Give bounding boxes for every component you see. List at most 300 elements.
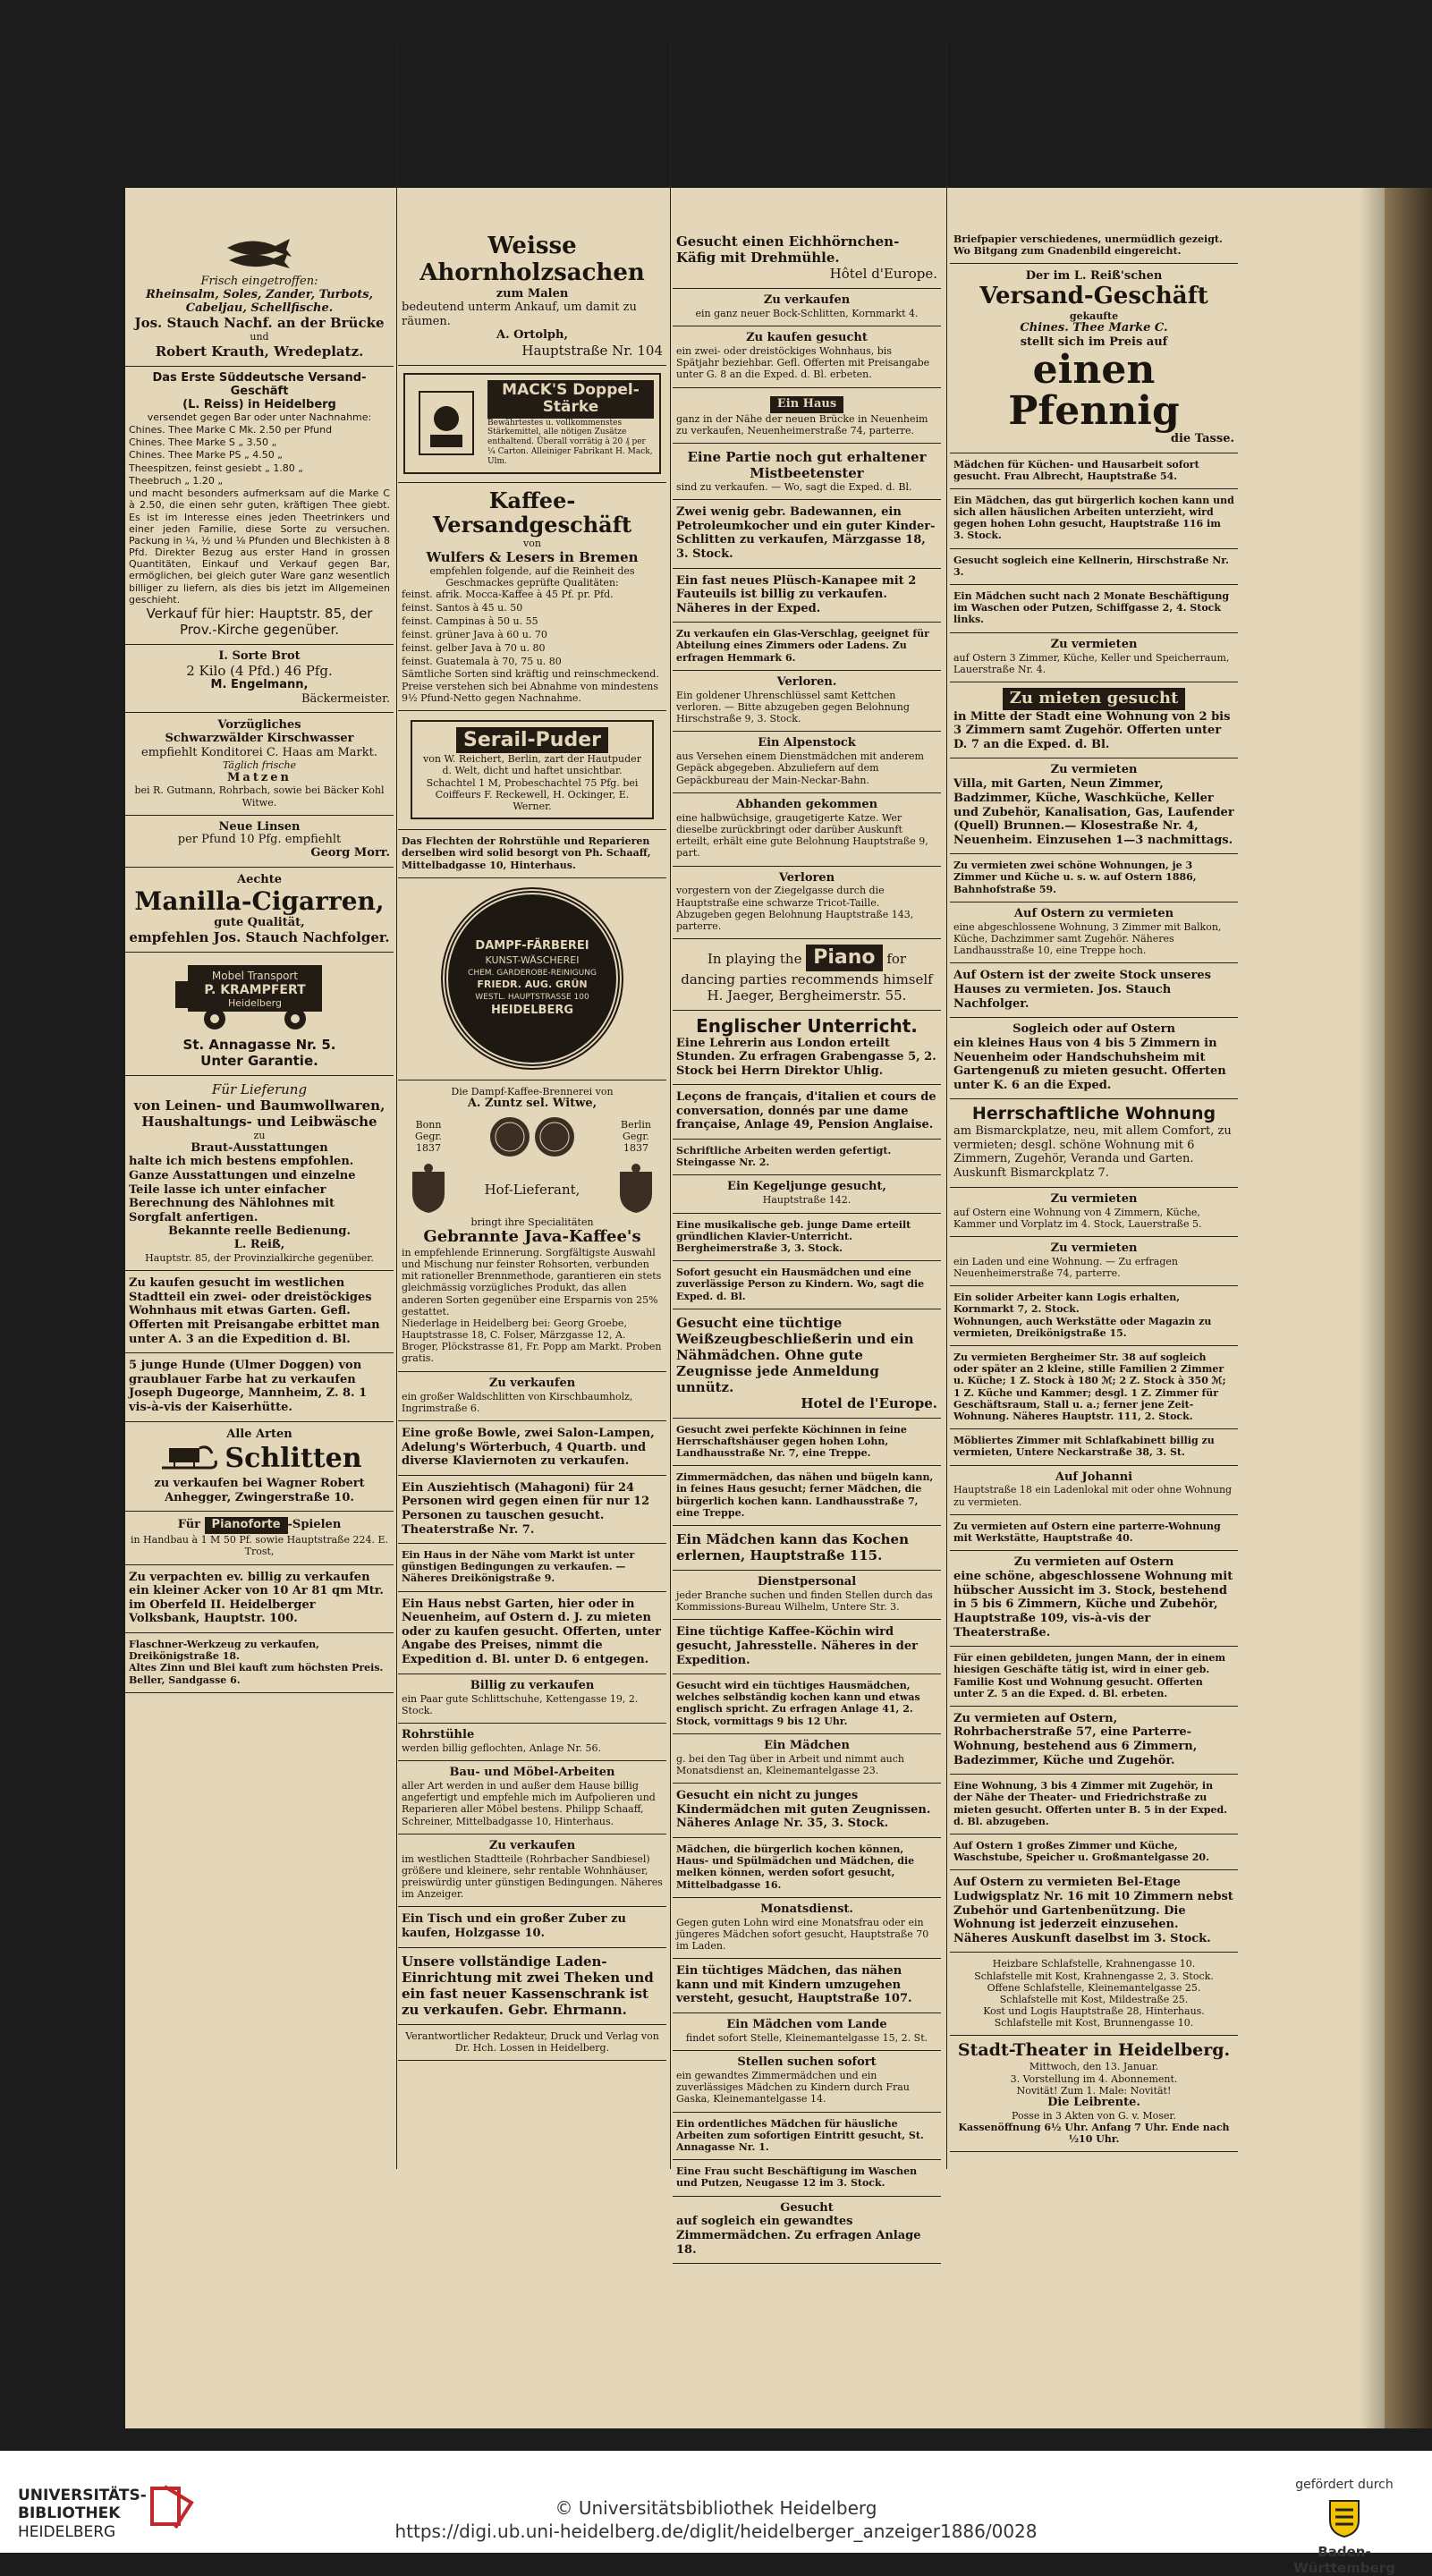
- two-flats-text: Zu vermieten zwei schöne Wohnungen, je 3 Zimmer und Küche u. s. w. auf Ostern 1886, Bahnhofstraße 59.: [953, 860, 1197, 895]
- alpenstock-heading: Ein Alpenstock: [758, 736, 856, 750]
- rent-4-rooms-heading: Zu vermieten: [1050, 1191, 1138, 1206]
- column-2: [398, 228, 666, 2357]
- roastery-hof: Hof-Lieferant,: [484, 1181, 580, 1198]
- letter-paper-text: Briefpapier verschiedenes, unermüdlich gezeigt. Wo Bitgang zum Gnadenbild eingereicht.: [953, 233, 1223, 258]
- housemaid-text: Sofort gesucht ein Hausmädchen und eine zuverlässige Person zu Kindern. Wo, sagt die Exped. d. Bl.: [676, 1267, 925, 1302]
- starch-ad: [398, 366, 666, 483]
- writing-work-text: Schriftliche Arbeiten werden gefertigt. Steingasse Nr. 2.: [676, 1145, 892, 1169]
- bread-ad: [125, 645, 394, 713]
- pinboy-heading: Ein Kegeljunge gesucht,: [727, 1180, 886, 1194]
- rent-4-rooms-ad: [950, 1188, 1238, 1237]
- furnished-room-text: Möbliertes Zimmer mit Schlafkabinett billig zu vermieten, Untere Neckarstraße 38, 3. St.: [953, 1435, 1215, 1459]
- monthly-service-heading: Monatsdienst.: [760, 1902, 853, 1916]
- easter-flat-body: eine abgeschlossene Wohnung, 3 Zimmer mit Balkon, Küche, Dachzimmer samt Zugehör. Näheres Landhausstraße 10, eine Treppe hoch.: [953, 920, 1222, 957]
- coat-of-arms-icon: [402, 1163, 455, 1216]
- imprint: [398, 2025, 666, 2061]
- lost-blouse-ad: [673, 867, 941, 940]
- cigar-pre: Aechte: [236, 872, 282, 886]
- rent-shop-body: ein Laden und eine Wohnung. — Zu erfragen Neuenheimerstraße 74, parterre.: [953, 1255, 1178, 1280]
- sleeping-place-item: Offene Schlafstelle, Kleinemantelgasse 25.: [987, 1981, 1201, 1994]
- kitchen-staff-text: Mädchen, die bürgerlich kochen können, Haus- und Spülmädchen und Mädchen, die melken können, werden sofort gesucht, Mittelbadgasse 16.: [676, 1843, 915, 1891]
- house-neuenheim-heading: Ein Haus: [770, 396, 843, 413]
- roastery-city-1: Bonn Gegr. 1837: [415, 1119, 442, 1155]
- column-4: [950, 228, 1238, 2357]
- lost-cat-heading: Abhanden gekommen: [735, 797, 878, 811]
- tea-intro: versendet gegen Bar oder unter Nachnahme:: [147, 411, 372, 424]
- bread-baker: M. Engelmann,: [210, 677, 309, 691]
- bowl-text: Eine große Bowle, zwei Salon-Lampen, Adelung's Wörterbuch, 4 Quartb. und diverse Klaviernoten zu verkaufen.: [402, 1426, 655, 1469]
- lost-cat-body: eine halbwüchsige, graugetigerte Katze. Wer dieselbe zurückbringt oder darüber Auskunft erteilt, erhält eine gute Belohnung Hauptstraße 9, part.: [676, 811, 928, 860]
- houses-sale-ad: [398, 1835, 666, 1908]
- lost-key-ad: [673, 671, 941, 733]
- sale-sleigh-ad: [398, 1372, 666, 1421]
- lost-key-heading: Verloren.: [776, 674, 837, 689]
- seal-line: HEIDELBERG: [490, 1003, 574, 1017]
- reiss-heading: Versand-Geschäft: [979, 282, 1208, 309]
- roastery-pre: Die Dampf-Kaffee-Brennerei von: [451, 1085, 614, 1097]
- bel-etage-ad: [950, 1870, 1238, 1953]
- hotbed-ad: [673, 444, 941, 500]
- sale-body: ein großer Waldschlitten von Kirschbaumholz, Ingrimstraße 6.: [402, 1390, 633, 1414]
- squirrel-cage-place: Hôtel d'Europe.: [829, 266, 937, 282]
- monthly-service-ad: [673, 1898, 941, 1960]
- house-market-text: Ein Haus in der Nähe vom Markt ist unter günstigen Bedingungen zu verkaufen. — Näheres Dreikönigstraße 9.: [402, 1549, 635, 1585]
- washer-woman-ad: [673, 2160, 941, 2196]
- nanny-ad: [673, 1784, 941, 1838]
- heated-sleeping-text: Heizbare Schlafstelle, Krahnengasse 10.: [992, 1958, 1196, 1970]
- view-flat-ad: [950, 1551, 1238, 1647]
- english-maid-text: Gesucht wird ein tüchtiges Hausmädchen, welches selbständig kochen kann und etwas englisch spricht. Zu erfragen Anlage 41, 2. Stock, vormittags 9 bis 12 Uhr.: [676, 1680, 920, 1727]
- tea-item: Theespitzen, feinst gesiebt „ 1.80 „: [129, 462, 304, 474]
- theater-performance: 3. Vorstellung im 4. Abonnement.: [1010, 2072, 1178, 2085]
- staff-body: jeder Branche suchen und finden Stellen durch das Kommissions-Bureau Wilhelm, Untere Str. 3.: [676, 1589, 933, 1614]
- piano-player-body: dancing parties recommends himself: [681, 970, 933, 987]
- fish-shop-2: Robert Krauth, Wredeplatz.: [155, 343, 364, 360]
- french-lessons-ad: [673, 1085, 941, 1140]
- chair-repair-ad: [398, 830, 666, 878]
- johanni-heading: Auf Johanni: [1055, 1470, 1133, 1484]
- coffee-item: feinst. grüner Java à 60 u. 70: [402, 628, 547, 640]
- rent-3-rooms-ad: [950, 633, 1238, 682]
- fish-icon: [224, 237, 295, 269]
- second-floor-ad: [950, 963, 1238, 1018]
- roastery-city-2: Berlin Gegr. 1837: [621, 1119, 651, 1155]
- coat-of-arms-icon: [609, 1163, 663, 1216]
- theater-ad: [950, 2036, 1238, 2152]
- country-girl-heading: Ein Mädchen vom Lande: [726, 2017, 887, 2031]
- sleigh-pre: Alle Arten: [226, 1427, 292, 1441]
- coffee-item: feinst. Santos à 45 u. 50: [402, 602, 523, 614]
- board-ad: [950, 1647, 1238, 1707]
- pinboy-ad: [673, 1175, 941, 1213]
- washer-woman-text: Eine Frau sucht Beschäftigung im Waschen und Putzen, Neugasse 12 im 3. Stock.: [676, 2165, 918, 2190]
- house-garden-text: Ein Haus nebst Garten, hier oder in Neuenheim, auf Ostern d. J. zu mieten oder zu kaufen gesucht. Offerten, unter Angabe des Preises, nimmt die Expedition d. Bl. unter D. 6 entgegen.: [402, 1597, 661, 1667]
- french-lessons-text: Leçons de français, d'italien et cours de conversation, donnés par une dame française, Anlage 49, Pension Anglaise.: [676, 1090, 936, 1132]
- kitchen-maid-text: Mädchen für Küchen- und Hausarbeit sofort gesucht. Frau Albrecht, Hauptstraße 54.: [953, 458, 1199, 482]
- sofa-text: Ein fast neues Plüsch-Kanapee mit 2 Fauteuils ist billig zu verkaufen. Näheres in der Exped.: [676, 573, 917, 615]
- squirrel-cage-ad: [673, 228, 941, 289]
- bread-price: 2 Kilo (4 Pfd.) 46 Pfg.: [186, 662, 333, 679]
- cigar-ad: [125, 868, 394, 953]
- lost-blouse-body: vorgestern von der Ziegelgasse durch die Hauptstraße eine schwarze Tricot-Taille. Abzugeben gegen Belohnung Hauptstraße 143, parterre.: [676, 885, 914, 933]
- tools-ad: [125, 1633, 394, 1693]
- dye-works-seal: [443, 889, 622, 1068]
- tub-ad: [398, 1907, 666, 1947]
- view-flat-body: eine schöne, abgeschlossene Wohnung mit hübscher Aussicht im 3. Stock, bestehend in 5 bis 6 Zimmern, Küche und Zubehör, Hauptstraße 109, vis-à-vis der Theaterstraße.: [953, 1570, 1233, 1640]
- column-rule: [396, 40, 397, 2169]
- maple-ad: [398, 228, 666, 366]
- tin-text: Altes Zinn und Blei kauft zum höchsten Preis. Beller, Sandgasse 6.: [129, 1662, 384, 1686]
- field-lease-ad: [125, 1565, 394, 1633]
- reiss-big: einen Pfennig: [1008, 346, 1180, 434]
- sleeping-place-item: Schlafstelle mit Kost, Brunnengasse 10.: [994, 2017, 1194, 2029]
- sofa-ad: [673, 569, 941, 623]
- van-label-3: Heidelberg: [228, 997, 282, 1010]
- seal-line: DAMPF-FÄRBEREI: [475, 939, 589, 953]
- job-seekers-ad: [673, 2051, 941, 2113]
- skates-heading: Billig zu verkaufen: [470, 1678, 595, 1692]
- theater-novelty: Novität! Zum 1. Male: Novität!: [1016, 2084, 1172, 2097]
- shop-fittings-ad: [398, 1948, 666, 2025]
- house-buy-body: ein zwei- oder dreistöckiges Wohnhaus, bis Spätjahr beziehbar. Gefl. Offerten mit Preisangabe unter G. 8 an die Exped. d. Bl. erbeten.: [676, 345, 930, 381]
- reiss-cost: stellt sich im Preis auf: [1020, 335, 1168, 349]
- tea-ad: [125, 367, 394, 645]
- easter-flat-ad: [950, 902, 1238, 964]
- johanni-ad: [950, 1466, 1238, 1515]
- maple-heading: Weisse Ahornholzsachen: [419, 233, 645, 286]
- glass-ad: [673, 623, 941, 671]
- fish-intro: Frisch eingetroffen:: [200, 275, 318, 288]
- orderly-girl-ad: [673, 2113, 941, 2161]
- sleigh-body: zu verkaufen bei Wagner Robert Anhegger, Zwingerstraße 10.: [154, 1477, 365, 1504]
- starch-heading: MACK'S Doppel-Stärke: [487, 380, 654, 419]
- coffee-price-list: [402, 589, 663, 668]
- wanted-chambermaid-heading: Gesucht: [780, 2200, 834, 2215]
- coffee-cook-ad: [673, 1620, 941, 1674]
- linsen-heading: Neue Linsen: [218, 819, 301, 834]
- fish-ad: [125, 228, 394, 367]
- cane-chairs-ad: [398, 1724, 666, 1761]
- roastery-ad: [398, 1080, 666, 1372]
- seal-line: FRIEDR. AUG. GRÜN: [477, 978, 588, 990]
- funding-logo[interactable]: [1268, 2478, 1420, 2576]
- house-buy-heading: Zu kaufen gesucht: [746, 331, 868, 345]
- permalink[interactable]: https://digi.ub.uni-heidelberg.de/diglit/heidelberger_anzeiger1886/0028: [394, 2521, 1038, 2542]
- reiss-pre: Der im L. Reiß'schen: [1025, 269, 1163, 284]
- rent-shop-heading: Zu vermieten: [1050, 1241, 1138, 1255]
- day-girl-body: g. bei den Tag über in Arbeit und nimmt auch Monatsdienst an, Kleinemantelgasse 23.: [676, 1752, 904, 1776]
- next-page-edge: [1385, 188, 1432, 2428]
- cooking-girl-text: Ein Mädchen kann das Kochen erlernen, Hauptstraße 115.: [676, 1531, 910, 1564]
- house-buy-ad: [673, 326, 941, 388]
- bock-sleigh-heading: Zu verkaufen: [763, 293, 851, 307]
- cooking-girl-ad: [673, 1526, 941, 1571]
- wanted-chambermaid-body: auf sogleich ein gewandtes Zimmermädchen. Zu erfragen Anlage 18.: [676, 2215, 921, 2257]
- dye-works-ad: [398, 878, 666, 1080]
- furniture-body: aller Art werden in und außer dem Hause billig angefertigt und empfehle mich im Aufpolieren und Reparieren aller Möbel bestens. Philipp Schaaff, Schreiner, Mittelbadgasse 10, Hinterhaus.: [402, 1780, 656, 1827]
- letter-paper-ad: [950, 228, 1238, 264]
- bread-heading: I. Sorte Brot: [218, 649, 301, 664]
- house-garden-ad: [398, 1592, 666, 1674]
- piano-teacher-ad: [673, 1214, 941, 1262]
- trousseau-ad: [125, 1076, 394, 1271]
- cigar-quality: gute Qualität,: [214, 915, 305, 929]
- bergheimer-text: Zu vermieten Bergheimer Str. 38 auf sogleich oder später an 2 kleine, stille Familien 2 Zimmer u. Küche; 1 Z. Stock à 180 ℳ; 2 Z. Stock à 350 ℳ; 1 Z. Küche und Kammer; desgl. 1 Z. Zimmer für Geschäftsraum, Stall u. a.; ferner jene Zeit-Wohnung. Näheres Hauptstr. 111, 2. Stock.: [953, 1352, 1226, 1422]
- staff-heading: Dienstpersonal: [757, 1575, 857, 1589]
- theater-genre: Posse in 3 Akten von G. v. Moser.: [1012, 2109, 1176, 2122]
- powder-ad: [398, 711, 666, 830]
- tub-text: Ein Tisch und ein großer Zuber zu kaufen, Holzgasse 10.: [402, 1912, 626, 1941]
- houses-sale-body: im westlichen Stadtteile (Rohrbacher Sandbiesel) größere und kleinere, sehr rentable Wohnhäuser, preiswürdig unter günstigen Bedingungen. Näheres im Anzeiger.: [402, 1852, 663, 1901]
- piano-word: Pianoforte: [205, 1517, 288, 1534]
- dogs-text: 5 junge Hunde (Ulmer Doggen) von graublauer Farbe hat zu verkaufen Joseph Dugeorge, Mannheim, Z. 8. 1 vis-à-vis der Kaiserhütte.: [129, 1359, 368, 1414]
- sleeping-places-ad: [950, 1953, 1238, 2036]
- roastery-heading: A. Zuntz sel. Witwe,: [467, 1096, 597, 1110]
- villa-body: Villa, mit Garten, Neun Zimmer, Badzimmer, Küche, Waschküche, Keller und Zubehör, Kanalisation, Gas, Laufender (Quell) Brunnen.— Klosestraße Nr. 4, Neuenheim. Einzusehen 1—3 nachmittags.: [953, 777, 1234, 847]
- sleeping-place-item: Kost und Logis Hauptstraße 28, Hinterhaus.: [983, 2005, 1205, 2018]
- seek-flat-body: in Mitte der Stadt eine Wohnung von 2 bis 3 Zimmern samt Zugehör. Offerten unter D. 7 an die Exped. d. Bl.: [953, 709, 1231, 751]
- starch-box-icon: [411, 383, 482, 463]
- table-ad: [398, 1476, 666, 1544]
- column-rule: [946, 40, 947, 2169]
- kirsch-heading: Schwarzwälder Kirschwasser: [165, 731, 354, 745]
- trousseau-pre: Für Lieferung: [211, 1081, 308, 1098]
- piano-player-ad: [673, 939, 941, 1010]
- alpenstock-body: aus Versehen einem Dienstmädchen mit anderem Gepäck abgegeben. Abzuliefern auf dem Gepäckbureau der Main-Neckar-Bahn.: [676, 750, 924, 786]
- coffee-ad: [398, 483, 666, 711]
- manor-flat-ad: [950, 1099, 1238, 1187]
- shop-fittings-text: Unsere vollständige Laden-Einrichtung mit zwei Theken und ein fast neuer Kassenschrank ist zu verkaufen. Gebr. Ehrmann.: [402, 1953, 654, 2018]
- glass-text: Zu verkaufen ein Glas-Verschlag, geeignet für Abteilung eines Zimmers oder Ladens. Zu erfragen Hemmark 6.: [676, 628, 929, 664]
- trousseau-heading: Braut-Ausstattungen: [191, 1140, 328, 1155]
- furniture-heading: Bau- und Möbel-Arbeiten: [449, 1766, 615, 1780]
- cooks-text: Gesucht zwei perfekte Köchinnen in feine Herrschaftshäuser gegen hohen Lohn, Landhausstraße Nr. 7, eine Treppe.: [676, 1423, 907, 1460]
- villa-heading: Zu vermieten: [1050, 763, 1138, 777]
- day-girl-heading: Ein Mädchen: [764, 1738, 850, 1752]
- cigar-by: empfehlen Jos. Stauch Nachfolger.: [129, 929, 390, 946]
- bock-sleigh-body: ein ganz neuer Bock-Schlitten, Kornmarkt 4.: [695, 307, 919, 319]
- linen-text: Gesucht eine tüchtige Weißzeugbeschließerin und ein Nähmädchen. Ohne gute Zeugnisse jede Anmeldung unnütz.: [676, 1314, 914, 1395]
- cane-chairs-heading: Rohrstühle: [402, 1727, 475, 1741]
- waitress-ad: [950, 549, 1238, 585]
- nanny-text: Gesucht ein nicht zu junges Kindermädchen mit guten Zeugnissen. Näheres Anlage Nr. 35, 3. Stock.: [676, 1789, 931, 1831]
- manor-flat-heading: Herrschaftliche Wohnung: [971, 1104, 1216, 1124]
- rent-3-rooms-heading: Zu vermieten: [1050, 637, 1138, 651]
- hotbed-body: sind zu verkaufen. — Wo, sagt die Exped. d. Bl.: [676, 480, 912, 493]
- theater-title: Die Leibrente.: [1047, 2095, 1140, 2109]
- copyright-notice: © Universitätsbibliothek Heidelberg: [555, 2497, 877, 2519]
- tools-text: Flaschner-Werkzeug zu verkaufen, Dreikönigstraße 18.: [129, 1638, 319, 1663]
- coffee-firm: Wulfers & Lesers in Bremen: [426, 548, 639, 565]
- linsen-ad: [125, 816, 394, 868]
- piano-body: in Handbau à 1 M 50 Pf. sowie Hauptstraße 224. E. Trost,: [130, 1534, 389, 1558]
- furniture-ad: [398, 1761, 666, 1835]
- trousseau-body: halte ich mich bestens empfohlen. Ganze Ausstattungen und einzelne Teile lasse ich unter einfacher Berechnung des Nählohnes mit Sorgfalt anfertigen.: [129, 1155, 356, 1224]
- tea-body: und macht besonders aufmerksam auf die Marke C à 2.50, die einen sehr guten, kräftigen Thee giebt. Es ist im Interesse eines jeden Theetrinkers und einer jeden Familie, diese Sorte zu versuchen. Packung in ¼, ½ und ⅛ Pfunden und Blechkisten à 8 Pfd. Direkter Bezug aus erster Hand in grossen Quantitäten, Einkauf und Verkauf gegen Bar, ermöglichen, bei gleich guter Ware ganz wesentlich billiger zu liefern, als dies bis jetzt im Allgemeinen geschieht.: [129, 487, 390, 606]
- sleigh-heading: Schlitten: [225, 1442, 362, 1474]
- johanni-body: Hauptstraße 18 ein Ladenlokal mit oder ohne Wohnung zu vermieten.: [953, 1484, 1233, 1508]
- ground-floor-ad: [950, 1515, 1238, 1551]
- easter-flat-heading: Auf Ostern zu vermieten: [1013, 906, 1174, 920]
- coffee-heading: Kaffee-Versandgeschäft: [432, 487, 632, 538]
- view-flat-heading: Zu vermieten auf Ostern: [1013, 1555, 1174, 1570]
- reiss-cup: die Tasse.: [1170, 431, 1234, 445]
- pinboy-body: Hauptstraße 142.: [762, 1194, 852, 1207]
- field-lease-text: Zu verpachten ev. billig zu verkaufen ein kleiner Acker von 10 Ar 81 qm Mtr. im Oberfeld II. Heidelberger Volksbank, Hauptstr. 100.: [129, 1570, 384, 1626]
- matzen-by: bei R. Gutmann, Rohrbach, sowie bei Bäcker Kohl Witwe.: [134, 784, 385, 809]
- matzen-heading: Matzen: [227, 770, 292, 784]
- moving-ad: [125, 953, 394, 1076]
- reiss-tea: Chines. Thee Marke C.: [1020, 321, 1168, 335]
- trousseau-address: Hauptstr. 85, der Provinzialkirche gegenüber.: [145, 1251, 374, 1264]
- library-name-1: UNIVERSITÄTS-: [18, 2487, 147, 2504]
- rent-3-rooms-body: auf Ostern 3 Zimmer, Küche, Keller und Speicherraum, Lauerstraße Nr. 4.: [953, 651, 1230, 675]
- small-house-body: ein kleines Haus von 4 bis 5 Zimmern in Neuenheim oder Handschuhsheim mit Gartengenuß zu mieten gesucht. Offerten unter K. 6 an die Exped.: [953, 1037, 1226, 1092]
- two-flats-ad: [950, 854, 1238, 902]
- piano-pre: Für: [177, 1518, 201, 1532]
- monthly-service-body: Gegen guten Lohn wird eine Monatsfrau oder ein jüngeres Mädchen sofort gesucht, Hauptstraße 70 im Laden.: [676, 1916, 929, 1953]
- rent-4-rooms-body: auf Ostern eine Wohnung von 4 Zimmern, Küche, Kammer und Vorplatz im 4. Stock, Lauerstraße 5.: [953, 1206, 1202, 1230]
- matzen-pre: Täglich frische: [222, 759, 297, 772]
- powder-heading: Serail-Puder: [456, 727, 608, 753]
- lost-blouse-heading: Verloren: [778, 870, 835, 885]
- chambermaid-text: Zimmermädchen, das nähen und bügeln kann, in feines Haus gesucht; ferner Mädchen, die bürgerlich kochen kann. Landhausstraße 7, eine Treppe.: [676, 1471, 934, 1519]
- seek-flat-heading: Zu mieten gesucht: [1003, 688, 1186, 710]
- fish-and: und: [250, 331, 269, 343]
- linsen-line: per Pfund 10 Pfg. empfiehlt: [177, 833, 342, 847]
- cleaning-ad: [950, 585, 1238, 633]
- bathtub-text: Zwei wenig gebr. Badewannen, ein Petroleumkocher und ein guter Kinder-Schlitten zu verkaufen, Märzgasse 18, 3. Stock.: [676, 505, 936, 561]
- small-house-ad: [950, 1018, 1238, 1099]
- house-market-ad: [398, 1544, 666, 1592]
- column-rule: [670, 40, 671, 2169]
- small-house-heading: Sogleich oder auf Ostern: [1013, 1022, 1175, 1037]
- starch-body: Bewährtestes u. vollkommenstes Stärkemittel, alle nötigen Zusätze enthaltend. Überall vorrätig à 20 ₰ per ¼ Carton. Alleiniger Fabrikant H. Mack, Ulm.: [487, 418, 653, 466]
- chambermaid-ad: [673, 1466, 941, 1526]
- kirsch-pre: Vorzügliches: [217, 718, 301, 733]
- bowl-ad: [398, 1421, 666, 1476]
- tea-item: Chines. Thee Marke C Mk. 2.50 per Pfund: [129, 423, 333, 436]
- sleeping-place-item: Schlafstelle mit Kost, Krahnengasse 2, 3. Stock.: [974, 1970, 1214, 1982]
- maple-name: A. Ortolph,: [496, 327, 568, 342]
- english-lessons-ad: [673, 1011, 941, 1086]
- writing-work-ad: [673, 1140, 941, 1175]
- wanted-chambermaid-ad: [673, 2197, 941, 2265]
- coffee-item: feinst. gelber Java à 70 u. 80: [402, 641, 546, 654]
- state-crest-icon: [1325, 2497, 1364, 2538]
- houses-sale-heading: Zu verkaufen: [488, 1838, 576, 1852]
- piano-teacher-text: Eine musikalische geb. junge Dame erteilt gründlichen Klavier-Unterricht. Bergheimerstraße 3, 3. Stock.: [676, 1218, 911, 1254]
- reiss-sub: gekaufte: [1069, 309, 1119, 322]
- library-name-3: HEIDELBERG: [18, 2522, 116, 2541]
- day-girl-ad: [673, 1734, 941, 1784]
- job-seekers-body: ein gewandtes Zimmermädchen und ein zuverlässiges Mädchen zu Kindern durch Frau Gaska, Kleinemantelgasse 14.: [676, 2070, 910, 2106]
- coffee-foot: Sämtliche Sorten sind kräftig und reinschmeckend. Preise verstehen sich bei Abnahme von mindestens 9½ Pfund-Netto gegen Nachnahme.: [402, 668, 659, 704]
- tea-item: Theebruch „ 1.20 „: [129, 474, 224, 487]
- seal-line: CHEM. GARDEROBE-REINIGUNG: [468, 968, 597, 978]
- trousseau-note: Bekannte reelle Bedienung.: [168, 1224, 351, 1239]
- manor-flat-body: am Bismarckplatze, neu, mit allem Comfort, zu vermieten; desgl. schöne Wohnung mit 6 Zimmern, Zugehör, Veranda und Garten. Auskunft Bismarckplatz 7.: [953, 1124, 1232, 1181]
- coffee-von: von: [523, 537, 541, 549]
- roastery-depot: Niederlage in Heidelberg bei: Georg Groebe, Hauptstrasse 18, C. Folser, Märzgasse 12, A. Broger, Plöckstrasse 81, Fr. Popp am Markt. Proben gratis.: [402, 1317, 662, 1365]
- job-seekers-heading: Stellen suchen sofort: [737, 2055, 877, 2070]
- second-floor-text: Auf Ostern ist der zweite Stock unseres Hauses zu vermieten. Jos. Stauch Nachfolger.: [953, 969, 1211, 1011]
- coffee-cook-text: Eine tüchtige Kaffee-Köchin wird gesucht, Jahresstelle. Näheres in der Expedition.: [676, 1625, 918, 1667]
- bergheimer-ad: [950, 1346, 1238, 1429]
- cleaning-text: Ein Mädchen sucht nach 2 Monate Beschäftigung im Waschen oder Putzen, Schiffgasse 2, 4. Stock links.: [953, 590, 1230, 626]
- lost-key-body: Ein goldener Uhrenschlüssel samt Kettchen verloren. — Bitte abzugeben gegen Belohnung Hirschstraße 9, 3. Stock.: [676, 689, 910, 725]
- tea-item: Chines. Thee Marke PS „ 4.50 „: [129, 449, 283, 462]
- dogs-ad: [125, 1353, 394, 1421]
- furnished-room-ad: [950, 1429, 1238, 1465]
- trousseau-name: L. Reiß,: [233, 1238, 285, 1252]
- column-1: [125, 228, 394, 2357]
- lost-cat-ad: [673, 793, 941, 867]
- coffee-item: feinst. Guatemala à 70, 75 u. 80: [402, 655, 562, 667]
- piano-player-pre: In playing the: [707, 951, 802, 968]
- van-guarantee: Unter Garantie.: [200, 1053, 318, 1070]
- cigar-heading: Manilla-Cigarren,: [134, 886, 385, 916]
- theater-area-ad: [950, 1775, 1238, 1835]
- theater-times: Kassenöffnung 6½ Uhr. Anfang 7 Uhr. Ende nach ½10 Uhr.: [958, 2122, 1230, 2146]
- roastery-java: Gebrannte Java-Kaffee's: [423, 1227, 641, 1247]
- staff-ad: [673, 1571, 941, 1620]
- column-3: [673, 228, 941, 2357]
- trousseau-items: von Leinen- und Baumwollwaren, Haushaltungs- und Leibwäsche: [133, 1097, 386, 1131]
- table-text: Ein Ausziehtisch (Mahagoni) für 24 Personen wird gegen einen für nur 12 Personen zu tauschen gesucht. Theaterstraße Nr. 7.: [402, 1480, 650, 1537]
- sale-heading: Zu verkaufen: [488, 1376, 576, 1390]
- hotbed-heading: Eine Partie noch gut erhaltener Mistbeetenster: [687, 448, 927, 481]
- theater-heading: Stadt-Theater in Heidelberg.: [957, 2040, 1231, 2061]
- coffee-item: feinst. Campinas à 50 u. 55: [402, 615, 538, 628]
- board-text: Für einen gebildeten, jungen Mann, der in einem hiesigen Geschäfte tätig ist, wird in einer geb. Familie Kost und Wohnung gesucht. Offerten unter Z. 5 an die Exped. d. Bl. erbeten.: [953, 1652, 1225, 1699]
- piano-post: -Spielen: [287, 1518, 342, 1532]
- maple-sub: zum Malen: [496, 286, 569, 301]
- piano-player-post: for: [886, 951, 907, 968]
- piano-player-name: H. Jaeger, Bergheimerstr. 55.: [707, 987, 907, 1004]
- van-label-1: Mobel Transport: [211, 970, 299, 983]
- cook-wanted-ad: [950, 489, 1238, 549]
- tea-item: Chines. Thee Marke S „ 3.50 „: [129, 436, 277, 448]
- house-wanted-ad: [125, 1271, 394, 1353]
- reiss-tea-ad: [950, 264, 1238, 453]
- cooks-ad: [673, 1419, 941, 1467]
- large-room-ad: [950, 1835, 1238, 1870]
- rent-shop-ad: [950, 1237, 1238, 1286]
- maple-body: bedeutend unterm Ankauf, um damit zu räumen.: [402, 301, 637, 328]
- chair-repair-text: Das Flechten der Rohrstühle und Reparieren derselben wird solid besorgt von Ph. Schaaff, Mittelbadgasse 10, Hinterhaus.: [402, 835, 651, 871]
- skates-ad: [398, 1674, 666, 1724]
- kitchen-staff-ad: [673, 1838, 941, 1898]
- housemaid-ad: [673, 1261, 941, 1309]
- lodging-text: Ein solider Arbeiter kann Logis erhalten, Kornmarkt 7, 2. Stock.: [953, 1292, 1181, 1316]
- skates-body: ein Paar gute Schlittschuhe, Kettengasse 19, 2. Stock.: [402, 1692, 639, 1716]
- kirsch-by: empfiehlt Konditorei C. Haas am Markt.: [141, 745, 377, 759]
- linen-place: Hotel de l'Europe.: [801, 1394, 937, 1411]
- english-lessons-body: Eine Lehrerin aus London erteilt Stunden. Zu erfragen Grabengasse 5, 2. Stock bei Herrn Direktor Uhlig.: [676, 1036, 936, 1078]
- seal-line: WESTL. HAUPTSTRASSE 100: [475, 992, 589, 1002]
- state-name: Baden-Württemberg: [1293, 2544, 1395, 2576]
- theater-date: Mittwoch, den 13. Januar.: [1029, 2061, 1159, 2073]
- roastery-body: in empfehlende Erinnerung. Sorgfältigste Auswahl und Mischung nur feinster Rohsorten, verbunden mit rationeller Brennmethode, garantieren ein stets gleichmässig vorzügliches Produkt, das allen anderen Sorten gegenüber eine Ersparnis von 25% gestattet.: [402, 1246, 662, 1318]
- kirsch-ad: [125, 713, 394, 816]
- imprint-text: Verantwortlicher Redakteur, Druck und Verlag von Dr. Hch. Lossen in Heidelberg.: [405, 2029, 659, 2054]
- squirrel-cage-text: Gesucht einen Eichhörnchen-Käfig mit Drehmühle.: [676, 233, 900, 266]
- seek-flat-ad: [950, 682, 1238, 758]
- english-lessons-heading: Englischer Unterricht.: [696, 1014, 918, 1037]
- tea-price-list: [129, 424, 390, 487]
- linen-ad: [673, 1309, 941, 1419]
